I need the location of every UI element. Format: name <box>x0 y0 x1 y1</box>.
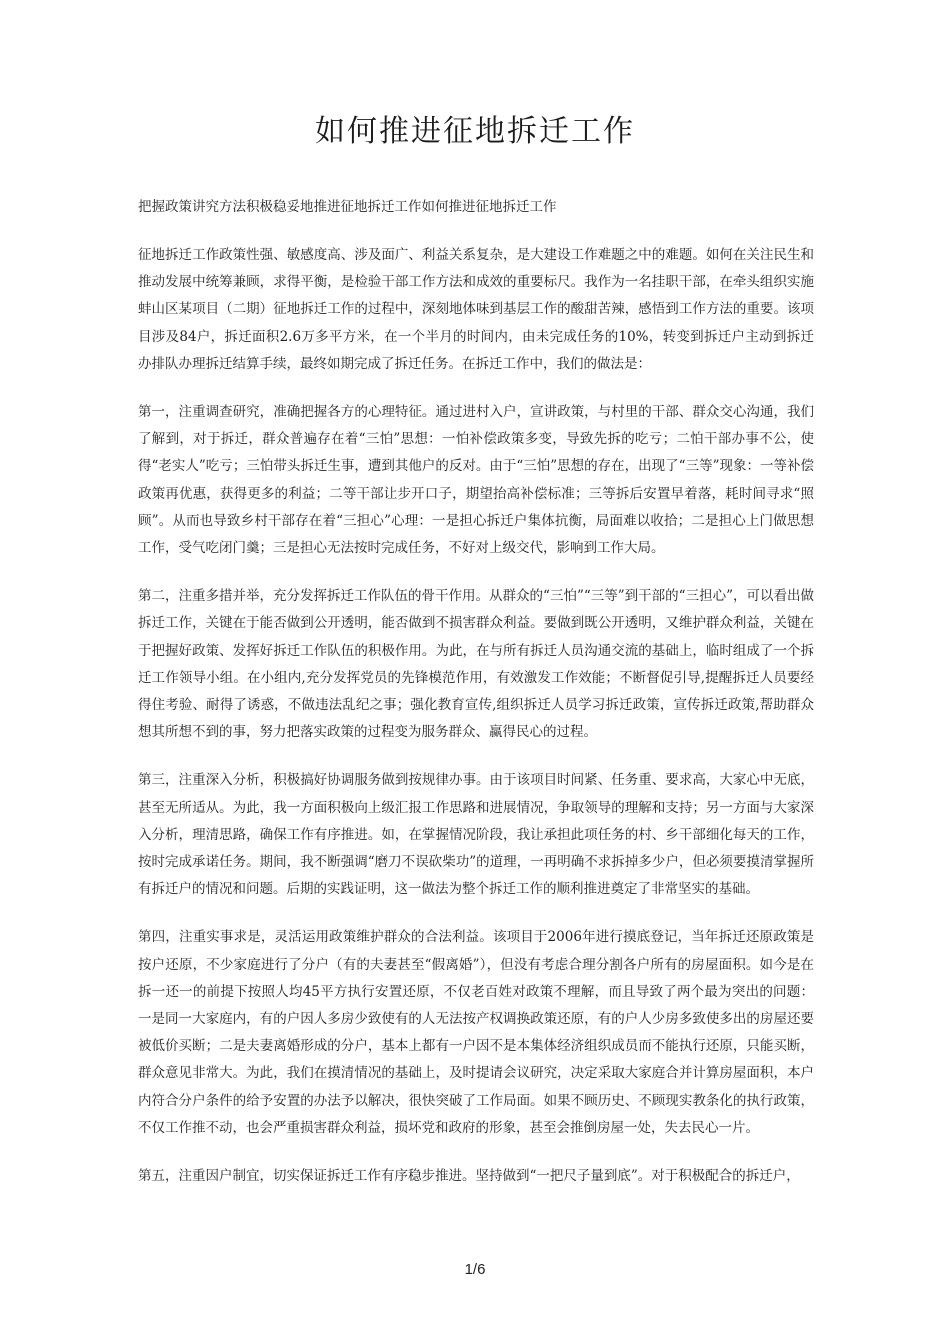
paragraph-second: 第二，注重多措并举，充分发挥拆迁工作队伍的骨干作用。从群众的“三怕”“三等”到干部的“三担心”，可以看出做拆迁工作，关键在于能否做到公开透明，能否做到不损害群众利益。要做到既公开透明，又维护群众利益，关键在于把握好政策、发挥好拆迁工作队伍的积极作用。为此，在与所有拆迁人员沟通交流的基础上，临时组成了一个拆迁工作领导小组。在小组内,充分发挥党员的先锋模范作用，有效激发工作效能；不断督促引导,提醒拆迁人员要经得住考验、耐得了诱惑，不做违法乱纪之事；强化教育宣传,组织拆迁人员学习拆迁政策，宣传拆迁政策,帮助群众想其所想不到的事，努力把落实政策的过程变为服务群众、赢得民心的过程。 <box>138 588 814 741</box>
document-title: 如何推进征地拆迁工作 <box>315 114 635 149</box>
paragraph-intro: 征地拆迁工作政策性强、敏感度高、涉及面广、利益关系复杂，是大建设工作难题之中的难题。如何在关注民生和推动发展中统筹兼顾，求得平衡，是检验干部工作方法和成效的重要标尺。我作为一名挂职干部，在牵头组织实施蚌山区某项目（二期）征地拆迁工作的过程中，深刻地体味到基层工作的酸甜苦辣，感悟到工作方法的重要。该项目涉及84户，拆迁面积2.6万多平方米，在一个半月的时间内，由未完成任务的10%，转变到拆迁户主动到拆迁办排队办理拆迁结算手续，最终如期完成了拆迁任务。在拆迁工作中，我们的做法是： <box>138 247 814 372</box>
document-body <box>138 194 814 1211</box>
paragraph-fourth: 第四，注重实事求是，灵活运用政策维护群众的合法利益。该项目于2006年进行摸底登记，当年拆迁还原政策是按户还原，不少家庭进行了分户（有的夫妻甚至“假离婚”），但没有考虑合理分割各户所有的房屋面积。如今是在拆一还一的前提下按照人均45平方执行安置还原，不仅老百姓对政策不理解，而且导致了两个最为突出的问题：一是同一大家庭内，有的户因人多房少致使有的人无法按产权调换政策还原，有的户人少房多致使多出的房屋还要被低价买断；二是夫妻离婚形成的分户，基本上都有一户因不是本集体经济组织成员而不能执行还原，只能买断，群众意见非常大。为此，我们在摸清情况的基础上，及时提请会议研究，决定采取大家庭合并计算房屋面积，本户内符合分户条件的给予安置的办法予以解决，很快突破了工作局面。如果不顾历史、不顾现实教条化的执行政策，不仅工作推不动，也会严重损害群众利益，损坏党和政府的形象，甚至会推倒房屋一处，失去民心一片。 <box>138 929 814 1136</box>
document-subtitle: 把握政策讲究方法积极稳妥地推进征地拆迁工作如何推进征地拆迁工作 <box>138 199 557 215</box>
paragraph-third: 第三，注重深入分析，积极搞好协调服务做到按规律办事。由于该项目时间紧、任务重、要求高，大家心中无底，甚至无所适从。为此，我一方面积极向上级汇报工作思路和进展情况，争取领导的理解和支持；另一方面与大家深入分析，理清思路，确保工作有序推进。如，在掌握情况阶段，我让承担此项任务的村、乡干部细化每天的工作，按时完成承诺任务。期间，我不断强调“磨刀不误砍柴功”的道理，一再明确不求拆掉多少户，但必须要摸清掌握所有拆迁户的情况和问题。后期的实践证明，这一做法为整个拆迁工作的顺利推进奠定了非常坚实的基础。 <box>138 772 814 898</box>
paragraph-fifth: 第五，注重因户制宜，切实保证拆迁工作有序稳步推进。坚持做到“一把尺子量到底”。对于积极配合的拆迁户， <box>138 1168 800 1185</box>
paragraph-first: 第一，注重调查研究，准确把握各方的心理特征。通过进村入户，宣讲政策，与村里的干部、群众交心沟通，我们了解到，对于拆迁，群众普遍存在着“三怕”思想：一怕补偿政策多变，导致先拆的吃亏；二怕干部办事不公，使得“老实人”吃亏；三怕带头拆迁生事，遭到其他户的反对。由于“三怕”思想的存在，出现了“三等”现象：一等补偿政策再优惠，获得更多的利益；二等干部让步开口子，期望抬高补偿标准；三等拆后安置早着落，耗时间寻求“照顾”。从而也导致乡村干部存在着“三担心”心理：一是担心拆迁户集体抗衡，局面难以收拾；二是担心上门做思想工作，受气吃闭门羹；三是担心无法按时完成任务，不好对上级交代，影响到工作大局。 <box>138 404 814 557</box>
page-number: 1/6 <box>464 1261 486 1278</box>
